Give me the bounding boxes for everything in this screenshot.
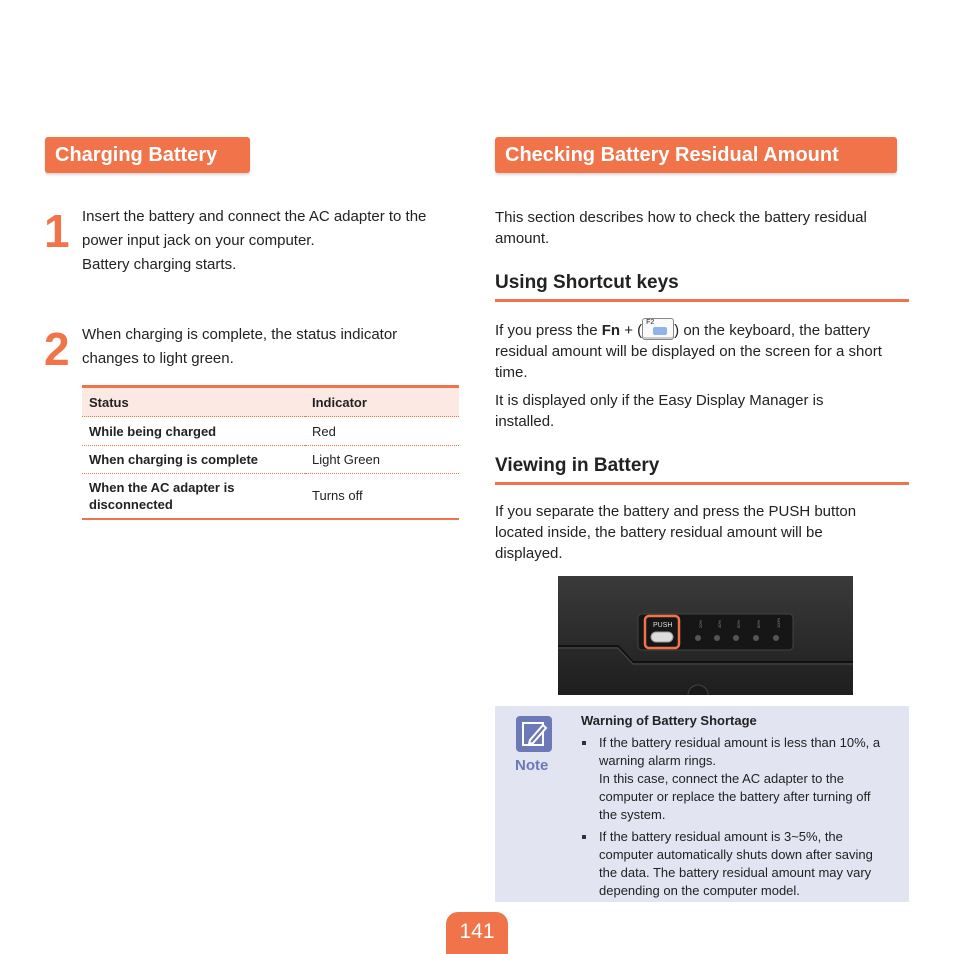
step-1-line-3: Battery charging starts. (82, 256, 237, 273)
shortcut-line-2: residual amount will be displayed on the screen for a short (495, 343, 882, 360)
table-cell-status: When the AC adapter is disconnected (82, 474, 305, 519)
step-1-line-2: power input jack on your computer. (82, 232, 315, 249)
led-label-60: 60% (736, 619, 741, 628)
note-item-2-line-4: depending on the computer model. (599, 883, 800, 898)
table-row (82, 474, 459, 519)
battery-photo (558, 576, 853, 695)
step-1-line-1: Insert the battery and connect the AC adapter to the (82, 208, 427, 225)
battery-photo-svg (558, 576, 853, 695)
table-row (82, 417, 459, 446)
note-item-2-line-3: the data. The battery residual amount may vary (599, 865, 872, 880)
shortcut-keys-title: Using Shortcut keys (495, 272, 679, 293)
viewing-title-rule (495, 482, 909, 485)
note-list (581, 734, 919, 904)
note-item-1-line-5: the system. (599, 807, 666, 822)
push-label: PUSH (653, 622, 673, 629)
f2-keycap-icon (642, 318, 674, 340)
note-item-1-line-3: In this case, connect the AC adapter to the (599, 771, 844, 786)
note-item-2-line-1: If the battery residual amount is 3~5%, the (599, 829, 843, 844)
f2-keycap-label: F2 (646, 319, 655, 326)
table-row (82, 446, 459, 474)
charging-battery-header: Charging Battery (45, 137, 250, 173)
led-label-20: 20% (698, 619, 703, 628)
note-item (599, 734, 919, 824)
shortcut-p2-line-2: installed. (495, 413, 555, 430)
viewing-paragraph (495, 501, 915, 564)
table-header-row (82, 387, 459, 417)
checking-battery-header: Checking Battery Residual Amount (495, 137, 897, 173)
table-cell-indicator: Red (305, 417, 459, 446)
note-item-1-line-4: computer or replace the battery after turning off (599, 789, 871, 804)
note-title: Warning of Battery Shortage (581, 713, 757, 728)
shortcut-paragraph-2 (495, 390, 915, 432)
led-label-80: 80% (756, 619, 761, 628)
intro-line-2: amount. (495, 230, 550, 247)
step-2-line-2: changes to light green. (82, 350, 234, 367)
shortcut-paragraph-1 (495, 318, 915, 383)
shortcut-text-pre: If you press the (495, 322, 602, 339)
battery-glyph-icon (653, 327, 667, 335)
table-header-status: Status (82, 387, 305, 417)
note-label: Note (515, 757, 549, 774)
shortcut-line-3: time. (495, 364, 528, 381)
shortcut-title-rule (495, 299, 909, 302)
shortcut-text-post: ) on the keyboard, the battery (674, 322, 871, 339)
note-box (495, 706, 909, 902)
note-item-1-line-2: warning alarm rings. (599, 753, 717, 768)
table-cell-status: While being charged (82, 417, 305, 446)
viewing-in-battery-title: Viewing in Battery (495, 455, 660, 476)
table-cell-indicator: Light Green (305, 446, 459, 474)
note-item-2-line-2: computer automatically shuts down after saving (599, 847, 873, 862)
table-cell-indicator: Turns off (305, 474, 459, 519)
viewing-line-1: If you separate the battery and press the PUSH button (495, 503, 857, 520)
step-2-line-1: When charging is complete, the status indicator (82, 326, 398, 343)
fn-key-label: Fn (601, 322, 621, 339)
viewing-line-3: displayed. (495, 545, 563, 562)
note-item-1-line-1: If the battery residual amount is less than 10%, a (599, 735, 881, 750)
led-label-100: 100% (776, 617, 781, 628)
step-1-text (82, 205, 462, 277)
shortcut-line-1 (495, 318, 915, 341)
intro-text (495, 207, 915, 249)
shortcut-p2-line-1: It is displayed only if the Easy Display Manager is (495, 392, 824, 409)
step-2-text (82, 323, 462, 371)
intro-line-1: This section describes how to check the battery residual (495, 209, 867, 226)
step-1-number: 1 (44, 205, 70, 257)
status-table (82, 385, 459, 520)
note-item (599, 828, 919, 900)
note-pencil-icon (516, 716, 552, 752)
led-label-40: 40% (717, 619, 722, 628)
step-2-number: 2 (44, 323, 70, 375)
page-number: 141 (446, 912, 508, 954)
table-header-indicator: Indicator (305, 387, 459, 417)
shortcut-text-plus: + ( (620, 322, 643, 339)
table-cell-status: When charging is complete (82, 446, 305, 474)
viewing-line-2: located inside, the battery residual amount will be (495, 524, 823, 541)
